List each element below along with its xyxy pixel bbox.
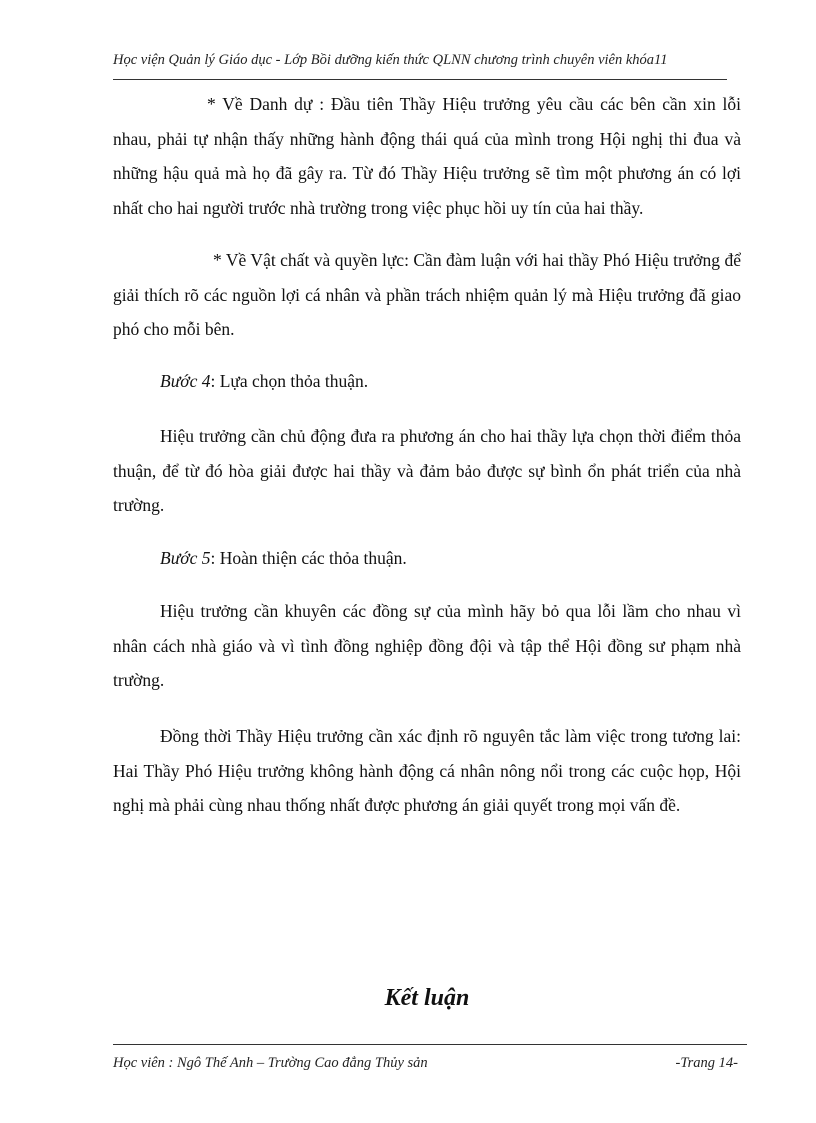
conclusion-heading: Kết luận xyxy=(384,985,470,1011)
footer-author: Học viên : Ngô Thế Anh – Trường Cao đẳng Thủy sản xyxy=(113,1055,428,1071)
step-4-line xyxy=(113,364,741,399)
step-5-label: Bước 5 xyxy=(160,548,211,568)
step-5-line xyxy=(113,541,741,576)
paragraph-step-5: Hiệu trưởng cần khuyên các đồng sự của mình hãy bỏ qua lỗi lầm cho nhau vì nhân cách nhà giáo và vì tình đồng nghiệp đồng đội và tập thể Hội đồng sư phạm nhà trường. xyxy=(113,601,741,690)
footer-divider xyxy=(113,1044,747,1045)
paragraph-material: * Về Vật chất và quyền lực: Cần đàm luận với hai thầy Phó Hiệu trưởng để giải thích rõ các nguồn lợi cá nhân và phần trách nhiệm quản lý mà Hiệu trưởng đã giao phó cho mỗi bên. xyxy=(113,250,741,339)
header-divider xyxy=(113,79,727,80)
page-header: Học viện Quản lý Giáo dục - Lớp Bồi dưỡng kiến thức QLNN chương trình chuyên viên khóa11 xyxy=(113,52,668,68)
paragraph-step-4: Hiệu trưởng cần chủ động đưa ra phương án cho hai thầy lựa chọn thời điểm thỏa thuận, để từ đó hòa giải được hai thầy và đảm bảo được sự bình ổn phát triển của nhà trường. xyxy=(113,426,741,515)
step-5-text: : Hoàn thiện các thỏa thuận. xyxy=(210,548,407,568)
step-4-text: : Lựa chọn thỏa thuận. xyxy=(210,371,369,391)
step-4-label: Bước 4 xyxy=(160,371,211,391)
paragraph-honor: * Về Danh dự : Đầu tiên Thầy Hiệu trưởng yêu cầu các bên cần xin lỗi nhau, phải tự nhận thấy những hành động thái quá của mình trong Hội nghị thi đua và những hậu quả mà họ đã gây ra. Từ đó Thầy Hiệu trưởng sẽ tìm một phương án có lợi nhất cho hai người trước nhà trường trong việc phục hồi uy tín của hai thầy. xyxy=(113,94,741,218)
page-number: -Trang 14- xyxy=(675,1055,738,1071)
paragraph-principles: Đồng thời Thầy Hiệu trưởng cần xác định rõ nguyên tắc làm việc trong tương lai: Hai Thầy Phó Hiệu trưởng không hành động cá nhân nông nổi trong các cuộc họp, Hội nghị mà phải cùng nhau thống nhất được phương án giải quyết trong mọi vấn đề. xyxy=(113,726,741,815)
